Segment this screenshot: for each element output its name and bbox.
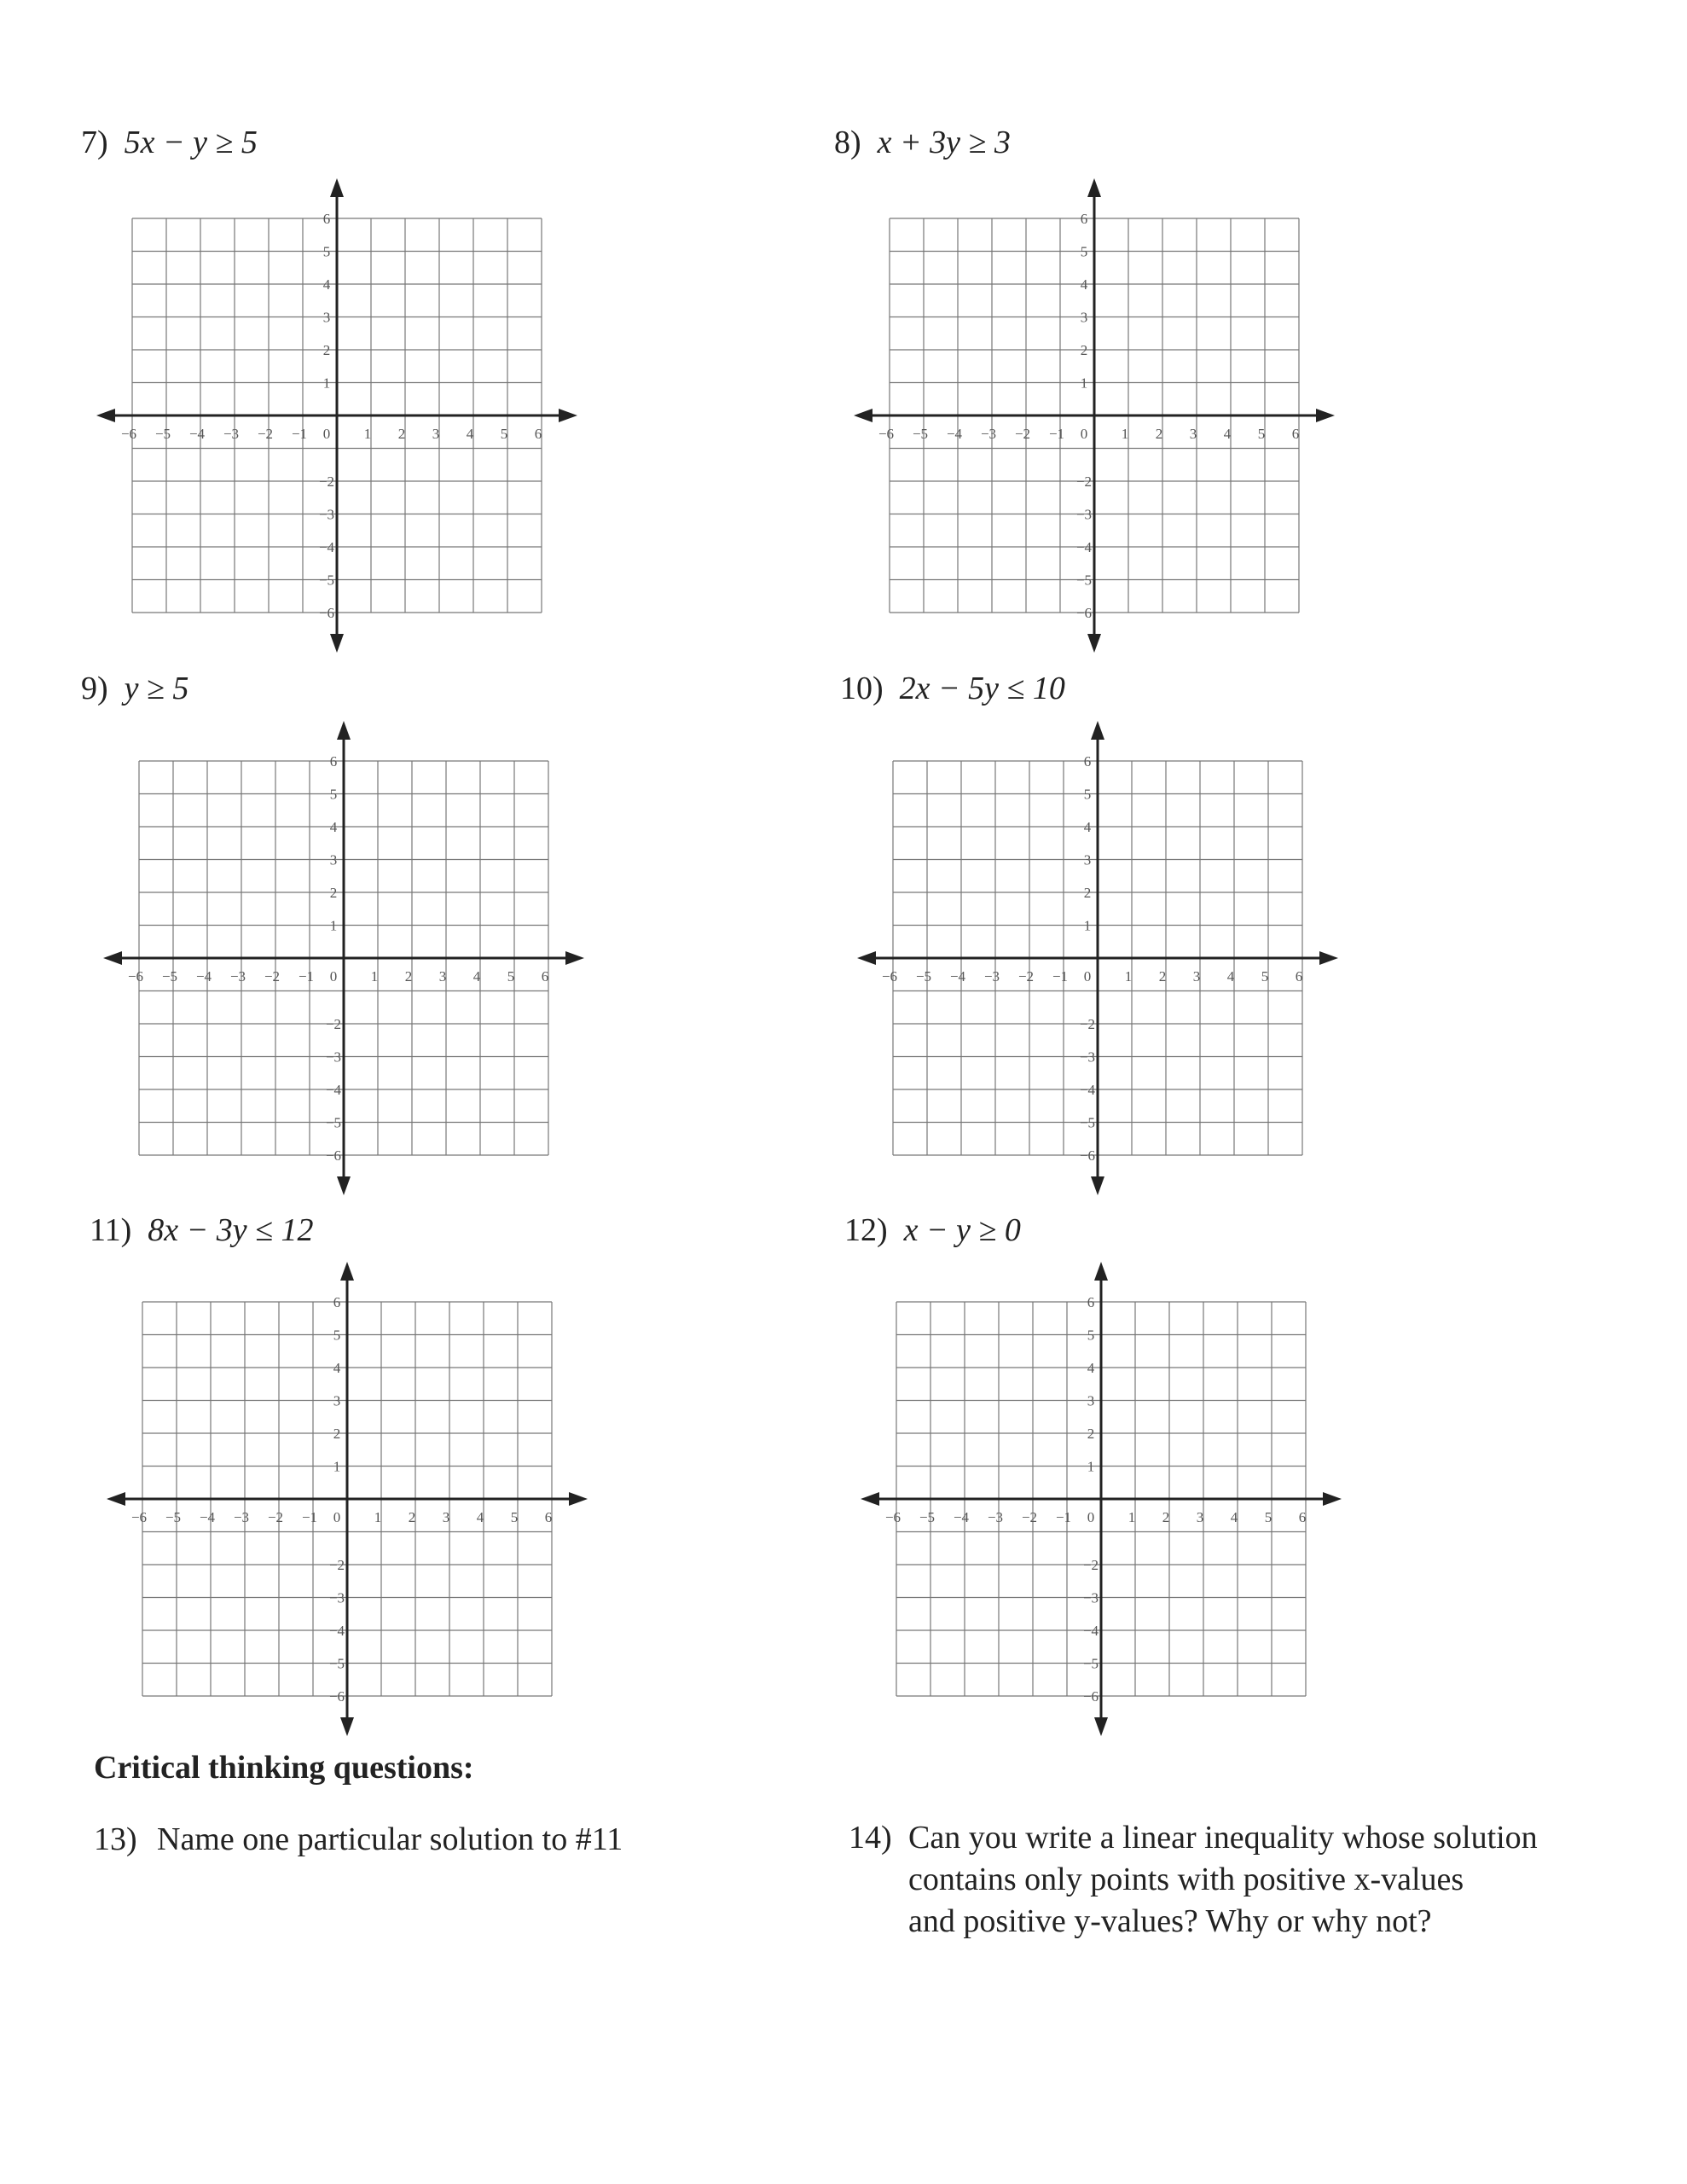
y-tick-label: −2 — [1079, 1016, 1096, 1032]
coordinate-grid-12 — [861, 1262, 1342, 1736]
y-tick-label: −3 — [325, 1048, 342, 1066]
y-tick-label: −4 — [325, 1082, 342, 1098]
y-tick-label: −2 — [325, 1016, 342, 1032]
y-tick-label: 2 — [1083, 885, 1092, 901]
y-tick-label: −5 — [1079, 1114, 1096, 1131]
x-tick-label: 5 — [507, 968, 515, 985]
x-tick-label: 2 — [1158, 968, 1167, 985]
problem-8-label: 8) x + 3y ≥ 3 — [834, 125, 1011, 160]
y-tick-label: −4 — [1082, 1623, 1099, 1639]
x-tick-label: 3 — [432, 426, 440, 442]
x-tick-label: 6 — [534, 426, 542, 442]
y-axis-up-arrow-icon — [340, 1262, 354, 1281]
x-tick-label: −2 — [1017, 968, 1035, 985]
x-axis-left-arrow-icon — [857, 951, 876, 965]
y-axis-down-arrow-icon — [340, 1717, 354, 1736]
problem-10-inequality: 2x − 5y ≤ 10 — [899, 671, 1065, 706]
critical-thinking-heading: Critical thinking questions: — [94, 1750, 474, 1786]
x-tick-label: −4 — [953, 1509, 970, 1525]
y-tick-label: 5 — [333, 1327, 341, 1344]
x-tick-label: 3 — [1196, 1509, 1204, 1525]
y-tick-label: 6 — [1080, 211, 1088, 227]
x-tick-label: 4 — [1223, 426, 1232, 442]
x-tick-label: 0 — [1083, 968, 1092, 985]
y-axis-down-arrow-icon — [330, 634, 344, 653]
x-tick-label: 2 — [397, 426, 406, 442]
y-tick-label: 1 — [322, 375, 331, 392]
x-tick-label: 2 — [1162, 1509, 1170, 1525]
x-tick-label: −3 — [233, 1509, 250, 1525]
y-tick-label: 5 — [1087, 1327, 1095, 1344]
x-tick-label: −6 — [130, 1509, 148, 1525]
y-tick-label: −5 — [328, 1655, 345, 1672]
x-tick-label: 6 — [1295, 968, 1303, 985]
x-tick-label: −4 — [195, 968, 212, 985]
y-tick-label: −2 — [1082, 1557, 1099, 1573]
y-tick-label: −6 — [325, 1147, 342, 1164]
x-axis-right-arrow-icon — [1319, 951, 1338, 965]
x-tick-label: −1 — [1048, 426, 1065, 442]
y-tick-label: −4 — [318, 539, 335, 555]
y-tick-label: −4 — [1079, 1082, 1096, 1098]
y-tick-label: −6 — [318, 605, 335, 621]
y-tick-label: −6 — [1082, 1688, 1099, 1705]
x-tick-label: 3 — [1192, 968, 1201, 985]
x-tick-label: 0 — [322, 426, 331, 442]
x-tick-label: −4 — [946, 426, 963, 442]
y-tick-label: 1 — [1080, 375, 1088, 392]
x-tick-label: −5 — [912, 426, 929, 442]
y-tick-label: −3 — [1079, 1048, 1096, 1066]
x-tick-label: −3 — [987, 1509, 1004, 1525]
x-tick-label: 1 — [1128, 1509, 1136, 1525]
problem-11-label: 11) 8x − 3y ≤ 12 — [90, 1212, 314, 1248]
x-tick-label: −4 — [188, 426, 206, 442]
x-tick-label: 0 — [1080, 426, 1088, 442]
problem-10-label: 10) 2x − 5y ≤ 10 — [840, 671, 1065, 706]
y-tick-label: −3 — [1075, 506, 1093, 523]
coordinate-grid-9 — [103, 721, 584, 1195]
x-tick-label: 5 — [1264, 1509, 1272, 1525]
coordinate-grid-10 — [857, 721, 1338, 1195]
question-14-number: 14) — [849, 1820, 892, 1856]
x-tick-label: 3 — [1189, 426, 1197, 442]
x-tick-label: 4 — [472, 968, 481, 985]
y-tick-label: 6 — [1087, 1294, 1095, 1310]
problem-7-label: 7) 5x − y ≥ 5 — [81, 125, 258, 160]
y-tick-label: 3 — [329, 851, 338, 868]
x-tick-label: −6 — [881, 968, 898, 985]
x-axis-right-arrow-icon — [569, 1492, 588, 1506]
y-axis-up-arrow-icon — [337, 721, 351, 740]
y-tick-label: 2 — [1080, 342, 1088, 358]
problem-8-inequality: x + 3y ≥ 3 — [877, 125, 1011, 160]
x-tick-label: 1 — [363, 426, 372, 442]
y-tick-label: 4 — [1083, 819, 1092, 835]
x-tick-label: −5 — [161, 968, 178, 985]
x-tick-label: 6 — [544, 1509, 553, 1525]
x-tick-label: 4 — [1226, 968, 1235, 985]
y-tick-label: 1 — [1087, 1458, 1095, 1475]
x-tick-label: 1 — [370, 968, 379, 985]
x-tick-label: 3 — [442, 1509, 450, 1525]
x-axis-left-arrow-icon — [103, 951, 122, 965]
y-tick-label: 1 — [1083, 917, 1092, 934]
x-tick-label: −6 — [127, 968, 144, 985]
y-tick-label: 3 — [333, 1392, 341, 1409]
x-tick-label: −1 — [1055, 1509, 1072, 1525]
question-14-line-1: Can you write a linear inequality whose solution — [908, 1820, 1538, 1856]
y-axis-down-arrow-icon — [1091, 1176, 1104, 1195]
question-13-number: 13) — [94, 1821, 137, 1857]
y-tick-label: 3 — [1080, 309, 1088, 326]
x-axis-left-arrow-icon — [96, 409, 115, 422]
y-tick-label: 3 — [322, 309, 331, 326]
x-tick-label: −4 — [949, 968, 966, 985]
y-tick-label: 5 — [322, 243, 331, 260]
y-axis-down-arrow-icon — [1087, 634, 1101, 653]
problem-9-inequality: y ≥ 5 — [124, 671, 189, 706]
x-tick-label: −6 — [884, 1509, 901, 1525]
x-tick-label: −2 — [1021, 1509, 1038, 1525]
x-tick-label: 4 — [466, 426, 474, 442]
x-tick-label: −6 — [120, 426, 137, 442]
y-tick-label: 5 — [1083, 786, 1092, 803]
x-tick-label: 0 — [329, 968, 338, 985]
x-tick-label: −2 — [257, 426, 274, 442]
x-tick-label: 5 — [510, 1509, 519, 1525]
y-tick-label: −2 — [318, 473, 335, 490]
y-tick-label: −6 — [1079, 1147, 1096, 1164]
question-13 — [94, 1819, 623, 1861]
y-tick-label: 4 — [329, 819, 338, 835]
x-tick-label: 6 — [541, 968, 549, 985]
y-tick-label: 3 — [1087, 1392, 1095, 1409]
x-tick-label: 0 — [333, 1509, 341, 1525]
question-14-line-2: contains only points with positive x-values — [908, 1862, 1464, 1897]
problem-7-inequality: 5x − y ≥ 5 — [124, 125, 258, 160]
x-tick-label: −6 — [878, 426, 895, 442]
question-13-text: Name one particular solution to #11 — [157, 1821, 623, 1857]
x-tick-label: 5 — [1257, 426, 1266, 442]
y-tick-label: 6 — [322, 211, 331, 227]
x-tick-label: −4 — [199, 1509, 216, 1525]
x-tick-label: −2 — [267, 1509, 284, 1525]
x-tick-label: 1 — [1121, 426, 1129, 442]
question-14-line-3: and positive y-values? Why or why not? — [908, 1903, 1432, 1939]
x-tick-label: 6 — [1291, 426, 1300, 442]
x-tick-label: −3 — [983, 968, 1000, 985]
x-axis-left-arrow-icon — [854, 409, 872, 422]
y-tick-label: −4 — [328, 1623, 345, 1639]
x-axis-right-arrow-icon — [1316, 409, 1335, 422]
y-tick-label: 5 — [1080, 243, 1088, 260]
x-tick-label: −1 — [298, 968, 315, 985]
y-tick-label: −3 — [328, 1589, 345, 1606]
question-14 — [849, 1817, 1538, 1943]
coordinate-grid-11 — [107, 1262, 588, 1736]
x-tick-label: 1 — [1124, 968, 1133, 985]
problem-11-inequality: 8x − 3y ≤ 12 — [148, 1212, 314, 1248]
y-tick-label: 3 — [1083, 851, 1092, 868]
y-tick-label: −5 — [1082, 1655, 1099, 1672]
x-tick-label: 2 — [1155, 426, 1163, 442]
x-axis-right-arrow-icon — [565, 951, 584, 965]
y-tick-label: 2 — [322, 342, 331, 358]
problem-12-label: 12) x − y ≥ 0 — [844, 1212, 1021, 1248]
y-axis-down-arrow-icon — [337, 1176, 351, 1195]
y-tick-label: −5 — [318, 572, 335, 589]
y-tick-label: −6 — [1075, 605, 1093, 621]
y-tick-label: −6 — [328, 1688, 345, 1705]
y-axis-up-arrow-icon — [330, 178, 344, 197]
y-tick-label: 4 — [333, 1360, 341, 1376]
y-tick-label: 5 — [329, 786, 338, 803]
y-tick-label: 2 — [329, 885, 338, 901]
x-tick-label: −5 — [915, 968, 932, 985]
y-axis-up-arrow-icon — [1087, 178, 1101, 197]
x-tick-label: −5 — [919, 1509, 936, 1525]
y-tick-label: 2 — [333, 1426, 341, 1442]
problem-9-label: 9) y ≥ 5 — [81, 671, 189, 706]
x-tick-label: −2 — [264, 968, 281, 985]
x-tick-label: −2 — [1014, 426, 1031, 442]
y-tick-label: −3 — [1082, 1589, 1099, 1606]
x-tick-label: −5 — [154, 426, 171, 442]
x-tick-label: 2 — [404, 968, 413, 985]
y-tick-label: 6 — [333, 1294, 341, 1310]
y-tick-label: 6 — [329, 753, 338, 770]
y-axis-up-arrow-icon — [1091, 721, 1104, 740]
y-axis-down-arrow-icon — [1094, 1717, 1108, 1736]
x-tick-label: −1 — [1052, 968, 1069, 985]
y-tick-label: 4 — [1080, 276, 1088, 293]
y-axis-up-arrow-icon — [1094, 1262, 1108, 1281]
problem-12-inequality: x − y ≥ 0 — [903, 1212, 1021, 1248]
x-tick-label: 2 — [408, 1509, 416, 1525]
y-tick-label: −4 — [1075, 539, 1093, 555]
y-tick-label: −2 — [328, 1557, 345, 1573]
y-tick-label: 4 — [1087, 1360, 1095, 1376]
y-tick-label: 6 — [1083, 753, 1092, 770]
x-axis-right-arrow-icon — [1323, 1492, 1342, 1506]
y-tick-label: −5 — [1075, 572, 1093, 589]
coordinate-grid-7 — [96, 178, 577, 653]
y-tick-label: 2 — [1087, 1426, 1095, 1442]
x-tick-label: −3 — [980, 426, 997, 442]
x-tick-label: −3 — [223, 426, 240, 442]
x-tick-label: 4 — [1230, 1509, 1238, 1525]
x-tick-label: −3 — [229, 968, 246, 985]
x-tick-label: 4 — [476, 1509, 484, 1525]
x-tick-label: −1 — [301, 1509, 318, 1525]
coordinate-grid-8 — [854, 178, 1335, 653]
x-tick-label: −5 — [165, 1509, 182, 1525]
x-tick-label: 5 — [1261, 968, 1269, 985]
y-tick-label: 1 — [333, 1458, 341, 1475]
y-tick-label: −3 — [318, 506, 335, 523]
x-tick-label: 5 — [500, 426, 508, 442]
x-axis-left-arrow-icon — [107, 1492, 125, 1506]
x-axis-right-arrow-icon — [559, 409, 577, 422]
x-tick-label: 0 — [1087, 1509, 1095, 1525]
y-tick-label: 4 — [322, 276, 331, 293]
y-tick-label: −5 — [325, 1114, 342, 1131]
y-tick-label: 1 — [329, 917, 338, 934]
y-tick-label: −2 — [1075, 473, 1093, 490]
x-axis-left-arrow-icon — [861, 1492, 879, 1506]
x-tick-label: −1 — [291, 426, 308, 442]
x-tick-label: 1 — [374, 1509, 382, 1525]
x-tick-label: 6 — [1298, 1509, 1307, 1525]
x-tick-label: 3 — [438, 968, 447, 985]
